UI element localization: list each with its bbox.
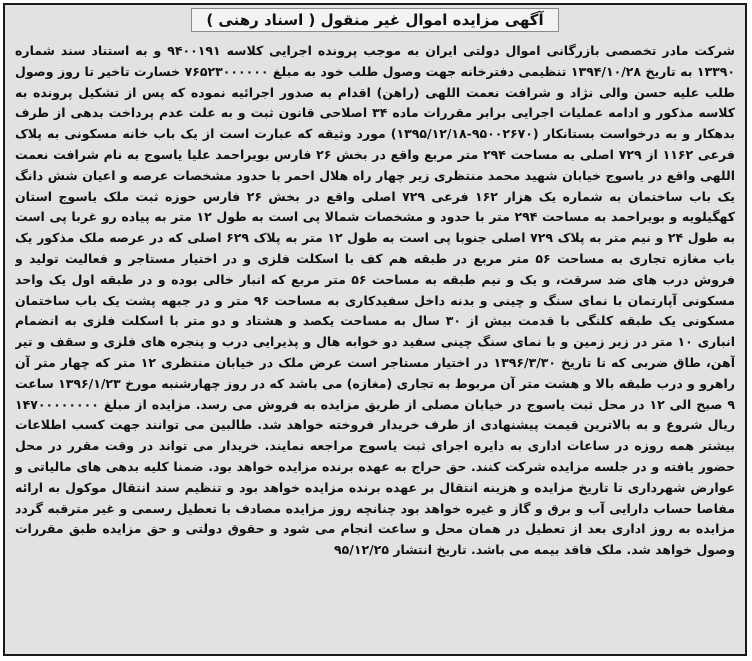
title-wrap	[5, 5, 745, 38]
notice-frame	[3, 3, 747, 656]
notice-title: آگهی مزایده اموال غیر منقول ( اسناد رهنی )	[191, 8, 558, 32]
notice-body: شرکت مادر تخصصی بازرگانی اموال دولتی ایران به موجب پرونده اجرایی کلاسه ۹۴۰۰۱۹۱ و به استناد سند شماره ۱۳۳۹۰ به تاریخ ۱۳۹۴/۱۰/۲۸ تنظیمی دفترخانه جهت وصول طلب خود به مبلغ ۷۶۵۲۳۰۰۰۰۰۰ خسارت تاخیر تا روز وصول طلب علیه حسن والی نژاد و شرافت نعمت اللهی (راهن) اقدام به صدور اجرائیه نموده که پس از تشکیل پرونده به کلاسه مذکور و ادامه عملیات اجرایی برابر مقررات ماده ۳۴ اصلاحی قانون ثبت و به علت عدم پرداخت بدهی از طرف بدهکار و به درخواست بستانکار (۹۵۰۰۲۶۷۰-۱۳۹۵/۱۲/۱۸) مورد وثیقه که عبارت است از یک باب خانه مسکونی به پلاک فرعی ۱۱۶۲ از ۷۲۹ اصلی به مساحت ۲۹۴ متر مربع واقع در بخش ۲۶ فارس بویراحمد علیا یاسوج به نام شرافت نعمت اللهی واقع در یاسوج خیابان شهید محمد منتظری زیر چهار راه هلال احمر با حدود مشخصات عرصه و اعیان شش دانگ یک باب ساختمان به شماره یک هزار ۱۶۲ فرعی ۷۲۹ اصلی واقع در بخش ۲۶ فارس حوزه ثبت ملک یاسوج استان کهگیلویه و بویراحمد به مساحت ۲۹۴ متر با حدود و مشخصات شمالا پی است به طول ۱۲ متر به پیاده رو غربا پی است به طول ۲۴ و نیم متر به پلاک ۷۲۹ اصلی جنوبا پی است به طول ۱۲ متر به پلاک ۶۲۹ اصلی که در عرصه ملک مذکور یک باب مغازه تجاری به مساحت ۵۶ متر مربع در طبقه هم کف با اسکلت فلزی و در اختیار مستاجر و فعالیت تولید و فروش درب های ضد سرقت، و یک و نیم طبقه به مساحت ۵۶ متر مربع که انبار خالی بوده و در طبقه اول یک واحد مسکونی آپارتمان با نمای سنگ و چینی و بدنه داخل سفیدکاری به مساحت ۹۶ متر و در جبهه پشت یک باب ساختمان مسکونی یک طبقه کلنگی با قدمت بیش از ۳۰ سال به مساحت یکصد و هشتاد و دو متر با اسکلت فلزی به انضمام انباری ۱۰ متر در زیر زمین و با نمای سنگ چینی سفید دو خوابه هال و پذیرایی درب و پنجره های فلزی و سقف و تیر آهن، طاق ضربی که تا تاریخ ۱۳۹۶/۳/۳۰ در اختیار مستاجر است عرض ملک در خیابان منتظری ۱۲ متر که چهار متر آن راهرو و درب طبقه بالا و هشت متر آن مربوط به تجاری (مغازه) می باشد که در روز چهارشنبه مورخ ۱۳۹۶/۱/۲۳ ساعت ۹ صبح الی ۱۲ در محل ثبت یاسوج در خیابان مصلی از طریق مزایده به فروش می رسد. مزایده از مبلغ ۱۴۷۰۰۰۰۰۰۰۰ ریال شروع و به بالاترین قیمت پیشنهادی از طرف خریدار فروخته خواهد شد. طالبین می توانند جهت کسب اطلاعات بیشتر همه روزه در ساعات اداری به دایره اجرای ثبت یاسوج مراجعه نمایند. خریدار می تواند در وقت مقرر در محل حضور یافته و در جلسه مزایده شرکت کنند. حق حراج به عهده برنده مزایده خواهد بود. ضمنا کلیه بدهی های مالیاتی و عوارض شهرداری تا تاریخ مزایده و هزینه انتقال بر عهده برنده مزایده خواهد بود و تنظیم سند انتقال موکول به ارائه مفاصا حساب دارایی آب و برق و گاز و غیره خواهد بود چنانچه روز مزایده مصادف با تعطیل رسمی و غیر مترقبه گردد مزایده به روز اداری بعد از تعطیل در همان محل و ساعت انجام می شود و حقوق دولتی و حق مزایده طبق مقررات وصول خواهد شد. ملک فاقد بیمه می باشد. تاریخ انتشار ۹۵/۱۲/۲۵	[15, 43, 735, 558]
